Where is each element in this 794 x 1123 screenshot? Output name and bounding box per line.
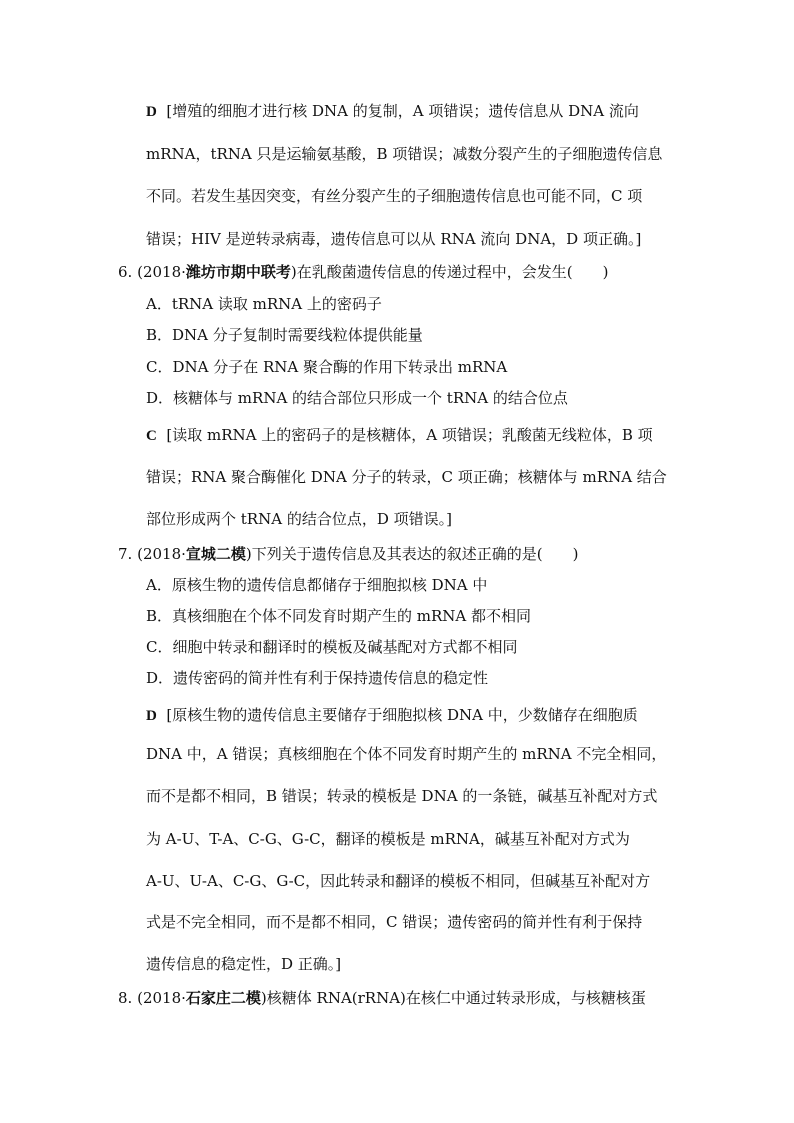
- option-b: B．真核细胞在个体不同发育时期产生的 mRNA 都不相同: [146, 607, 532, 625]
- explanation-line: DNA 中，A 错误；真核细胞在个体不同发育时期产生的 mRNA 不完全相同，: [146, 745, 667, 763]
- question-source: 石家庄二模: [185, 989, 261, 1007]
- explanation-line: 错误；HIV 是逆转录病毒，遗传信息可以从 RNA 流向 DNA，D 项正确。]: [146, 230, 642, 248]
- question-stem: 6. (2018·潍坊市期中联考)在乳酸菌遗传信息的传递过程中，会发生( ): [118, 263, 609, 281]
- explanation-line: 式是不完全相同，而不是都不相同，C 错误；遗传密码的简并性有利于保持: [146, 913, 643, 931]
- question-stem: 8. (2018·石家庄二模)核糖体 RNA(rRNA)在核仁中通过转录形成，与核糖核蛋: [118, 989, 646, 1007]
- explanation-line: 遗传信息的稳定性，D 正确。]: [146, 955, 342, 973]
- explanation-line: D [原核生物的遗传信息主要储存于细胞拟核 DNA 中，少数储存在细胞质: [146, 706, 638, 724]
- option-b: B．DNA 分子复制时需要线粒体提供能量: [146, 326, 423, 344]
- option-a: A．原核生物的遗传信息都储存于细胞拟核 DNA 中: [146, 576, 488, 594]
- explanation-line: D [增殖的细胞才进行核 DNA 的复制，A 项错误；遗传信息从 DNA 流向: [146, 102, 639, 120]
- explanation-line: 部位形成两个 tRNA 的结合位点，D 项错误。]: [146, 510, 452, 528]
- option-d: D．核糖体与 mRNA 的结合部位只形成一个 tRNA 的结合位点: [146, 389, 568, 407]
- answer-letter: D: [146, 708, 157, 724]
- explanation-line: 错误；RNA 聚合酶催化 DNA 分子的转录，C 项正确；核糖体与 mRNA 结合: [146, 468, 667, 486]
- explanation-line: mRNA，tRNA 只是运输氨基酸，B 项错误；减数分裂产生的子细胞遗传信息: [146, 145, 663, 163]
- question-number: 7.: [118, 545, 133, 563]
- question-source: 宣城二模: [185, 545, 246, 563]
- option-d: D．遗传密码的简并性有利于保持遗传信息的稳定性: [146, 669, 489, 687]
- explanation-line: 不同。若发生基因突变，有丝分裂产生的子细胞遗传信息也可能不同，C 项: [146, 187, 643, 205]
- explanation-line: A-U、U-A、C-G、G-C，因此转录和翻译的模板不相同，但碱基互补配对方: [146, 872, 651, 890]
- question-number: 6.: [118, 263, 133, 281]
- explanation-line: C [读取 mRNA 上的密码子的是核糖体，A 项错误；乳酸菌无线粒体，B 项: [146, 426, 653, 444]
- option-c: C．细胞中转录和翻译时的模板及碱基配对方式都不相同: [146, 638, 518, 656]
- option-a: A．tRNA 读取 mRNA 上的密码子: [146, 295, 382, 313]
- option-c: C．DNA 分子在 RNA 聚合酶的作用下转录出 mRNA: [146, 358, 508, 376]
- question-source: 潍坊市期中联考: [185, 263, 291, 281]
- answer-letter: D: [146, 104, 157, 120]
- answer-letter: C: [146, 428, 157, 444]
- question-stem: 7. (2018·宣城二模)下列关于遗传信息及其表达的叙述正确的是( ): [118, 545, 579, 563]
- question-number: 8.: [118, 989, 133, 1007]
- explanation-line: 为 A-U、T-A、C-G、G-C，翻译的模板是 mRNA，碱基互补配对方式为: [146, 830, 630, 848]
- explanation-line: 而不是都不相同，B 错误；转录的模板是 DNA 的一条链，碱基互补配对方式: [146, 787, 658, 805]
